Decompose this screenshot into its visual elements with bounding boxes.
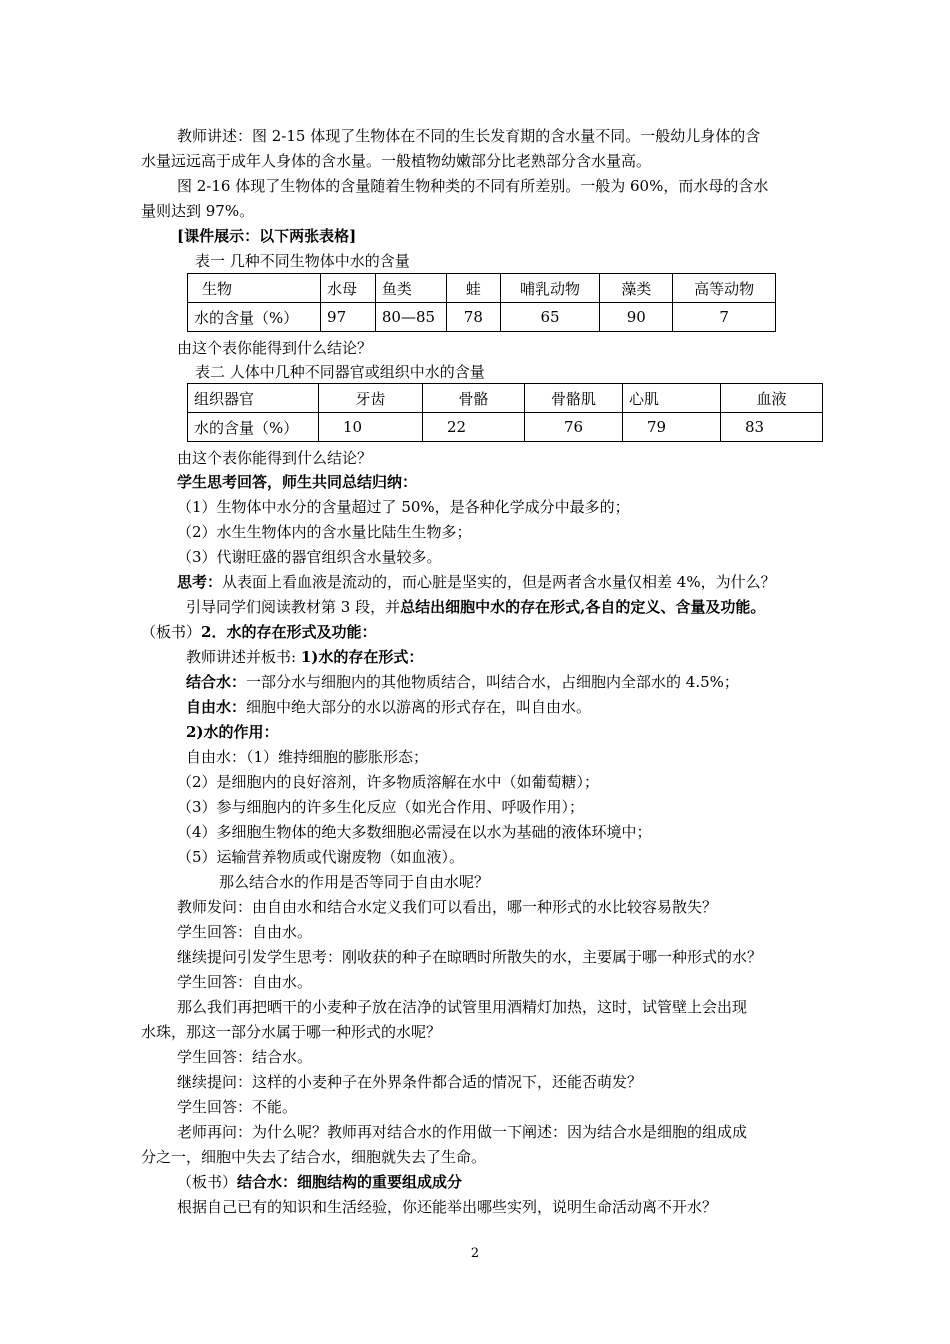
board-heading-2 (177, 1170, 462, 1194)
table2-caption: 表二 人体中几种不同器官或组织中水的含量 (195, 363, 485, 381)
think-text: 从表面上看血液是流动的，而心脏是坚实的，但是两者含水量仅相差 4%，为什么？ (222, 573, 776, 591)
bound-water-text: 一部分水与细胞内的其他物质结合，叫结合水，占细胞内全部水的 4.5%； (246, 673, 739, 691)
board-heading-1 (141, 620, 376, 644)
table-header-cell: 牙齿 (319, 384, 423, 413)
table-header-cell: 骨骼肌 (525, 384, 623, 413)
dialogue-line: 那么结合水的作用是否等同于自由水呢？ (219, 873, 490, 891)
think-question (177, 570, 776, 594)
table-cell: 80—85 (375, 303, 446, 332)
dialogue-line: 学生回答：自由水。 (177, 923, 313, 941)
dialogue-line: 学生回答：自由水。 (177, 973, 313, 991)
water-role-heading: 2)水的作用： (186, 723, 279, 741)
table-header-cell: 组织器官 (188, 384, 319, 413)
dialogue-line: 学生回答：不能。 (177, 1098, 298, 1116)
table-cell: 7 (673, 303, 776, 332)
teacher-board-line (186, 645, 423, 669)
question-2: 由这个表你能得到什么结论？ (177, 449, 373, 467)
table1 (187, 273, 776, 332)
water-forms-heading: 1)水的存在形式： (300, 648, 424, 666)
role-item: （4）多细胞生物体的绝大多数细胞必需浸在以水为基础的液体环境中； (177, 823, 652, 841)
table-cell: 90 (600, 303, 673, 332)
table-header-cell: 骨骼 (423, 384, 525, 413)
table-header-cell: 鱼类 (375, 274, 446, 303)
table-header-cell: 蛙 (446, 274, 500, 303)
table-header-cell: 藻类 (600, 274, 673, 303)
role-item: （5）运输营养物质或代谢废物（如血液）。 (177, 848, 465, 866)
table-header-cell: 水母 (321, 274, 376, 303)
guide-paragraph (186, 595, 765, 619)
think-label: 思考： (177, 573, 223, 591)
table-header-cell: 高等动物 (673, 274, 776, 303)
table-cell: 83 (721, 413, 823, 442)
board-title: 结合水：细胞结构的重要组成成分 (237, 1173, 463, 1191)
table-cell: 76 (525, 413, 623, 442)
table2-data-row (188, 413, 823, 442)
table-cell: 水的含量（%） (188, 303, 321, 332)
intro-p2-line1: 图 2-16 体现了生物体的含量随着生物种类的不同有所差别。一般为 60%，而水母的含水 (177, 177, 769, 195)
table-header-cell: 哺乳动物 (500, 274, 600, 303)
table-header-cell: 生物 (188, 274, 321, 303)
summary-item: （2）水生生物体内的含水量比陆生生物多； (177, 523, 472, 541)
board-prefix: （板书） (141, 623, 202, 641)
table-cell: 22 (423, 413, 525, 442)
table-cell: 78 (446, 303, 500, 332)
summary-title: 学生思考回答，师生共同总结归纳： (177, 473, 418, 491)
free-water-text: 细胞中绝大部分的水以游离的形式存在，叫自由水。 (246, 698, 592, 716)
role-item: （3）参与细胞内的许多生化反应（如光合作用、呼吸作用）； (177, 798, 585, 816)
table2-header-row (188, 384, 823, 413)
free-water-definition (186, 695, 591, 719)
role-item: （2）是细胞内的良好溶剂，许多物质溶解在水中（如葡萄糖）； (177, 773, 600, 791)
dialogue-line: 继续提问：这样的小麦种子在外界条件都合适的情况下，还能否萌发？ (177, 1073, 643, 1091)
intro-p1-line1: 教师讲述：图 2-15 体现了生物体在不同的生长发育期的含水量不同。一般幼儿身体的含 (177, 127, 761, 145)
dialogue-line: 水珠，那这一部分水属于哪一种形式的水呢？ (141, 1023, 442, 1041)
bound-water-label: 结合水： (186, 673, 247, 691)
guide-text: 引导同学们阅读教材第 3 段，并 (186, 598, 401, 616)
courseware-heading: [课件展示：以下两张表格] (177, 227, 357, 245)
teacher-board-text: 教师讲述并板书: (186, 648, 301, 666)
closing-question: 根据自己已有的知识和生活经验，你还能举出哪些实列，说明生命活动离不开水？ (177, 1198, 718, 1216)
bound-water-definition (186, 670, 739, 694)
dialogue-line: 老师再问：为什么呢？教师再对结合水的作用做一下阐述：因为结合水是细胞的组成成 (177, 1123, 748, 1141)
free-water-label: 自由水： (186, 698, 247, 716)
question-1: 由这个表你能得到什么结论？ (177, 339, 373, 357)
dialogue-line: 学生回答：结合水。 (177, 1048, 313, 1066)
board-prefix: （板书） (177, 1173, 238, 1191)
page-number: 2 (470, 1246, 480, 1261)
intro-p1-line2: 水量远远高于成年人身体的含水量。一般植物幼嫩部分比老熟部分含水量高。 (141, 152, 652, 170)
table1-caption: 表一 几种不同生物体中水的含量 (195, 252, 410, 270)
table1-header-row (188, 274, 776, 303)
summary-item: （1）生物体中水分的含量超过了 50%，是各种化学成分中最多的； (177, 498, 630, 516)
dialogue-line: 教师发问：由自由水和结合水定义我们可以看出，哪一种形式的水比较容易散失？ (177, 898, 718, 916)
table-cell: 97 (321, 303, 376, 332)
table-header-cell: 血液 (721, 384, 823, 413)
role-item: 自由水：（1）维持细胞的膨胀形态； (186, 748, 429, 766)
dialogue-line: 继续提问引发学生思考：刚收获的种子在晾晒时所散失的水，主要属于哪一种形式的水？ (177, 948, 763, 966)
table2 (187, 383, 823, 442)
table-cell: 10 (319, 413, 423, 442)
table-cell: 水的含量（%） (188, 413, 319, 442)
guide-emphasis: 总结出细胞中水的存在形式,各自的定义、含量及功能。 (400, 598, 766, 616)
table-cell: 79 (623, 413, 721, 442)
intro-p2-line2: 量则达到 97%。 (141, 202, 255, 220)
dialogue-line: 分之一，细胞中失去了结合水，细胞就失去了生命。 (141, 1148, 487, 1166)
table-cell: 65 (500, 303, 600, 332)
dialogue-line: 那么我们再把晒干的小麦种子放在洁净的试管里用酒精灯加热，这时，试管壁上会出现 (177, 998, 748, 1016)
board-title: 2．水的存在形式及功能： (201, 623, 377, 641)
table1-data-row (188, 303, 776, 332)
table-header-cell: 心肌 (623, 384, 721, 413)
summary-item: （3）代谢旺盛的器官组织含水量较多。 (177, 548, 442, 566)
